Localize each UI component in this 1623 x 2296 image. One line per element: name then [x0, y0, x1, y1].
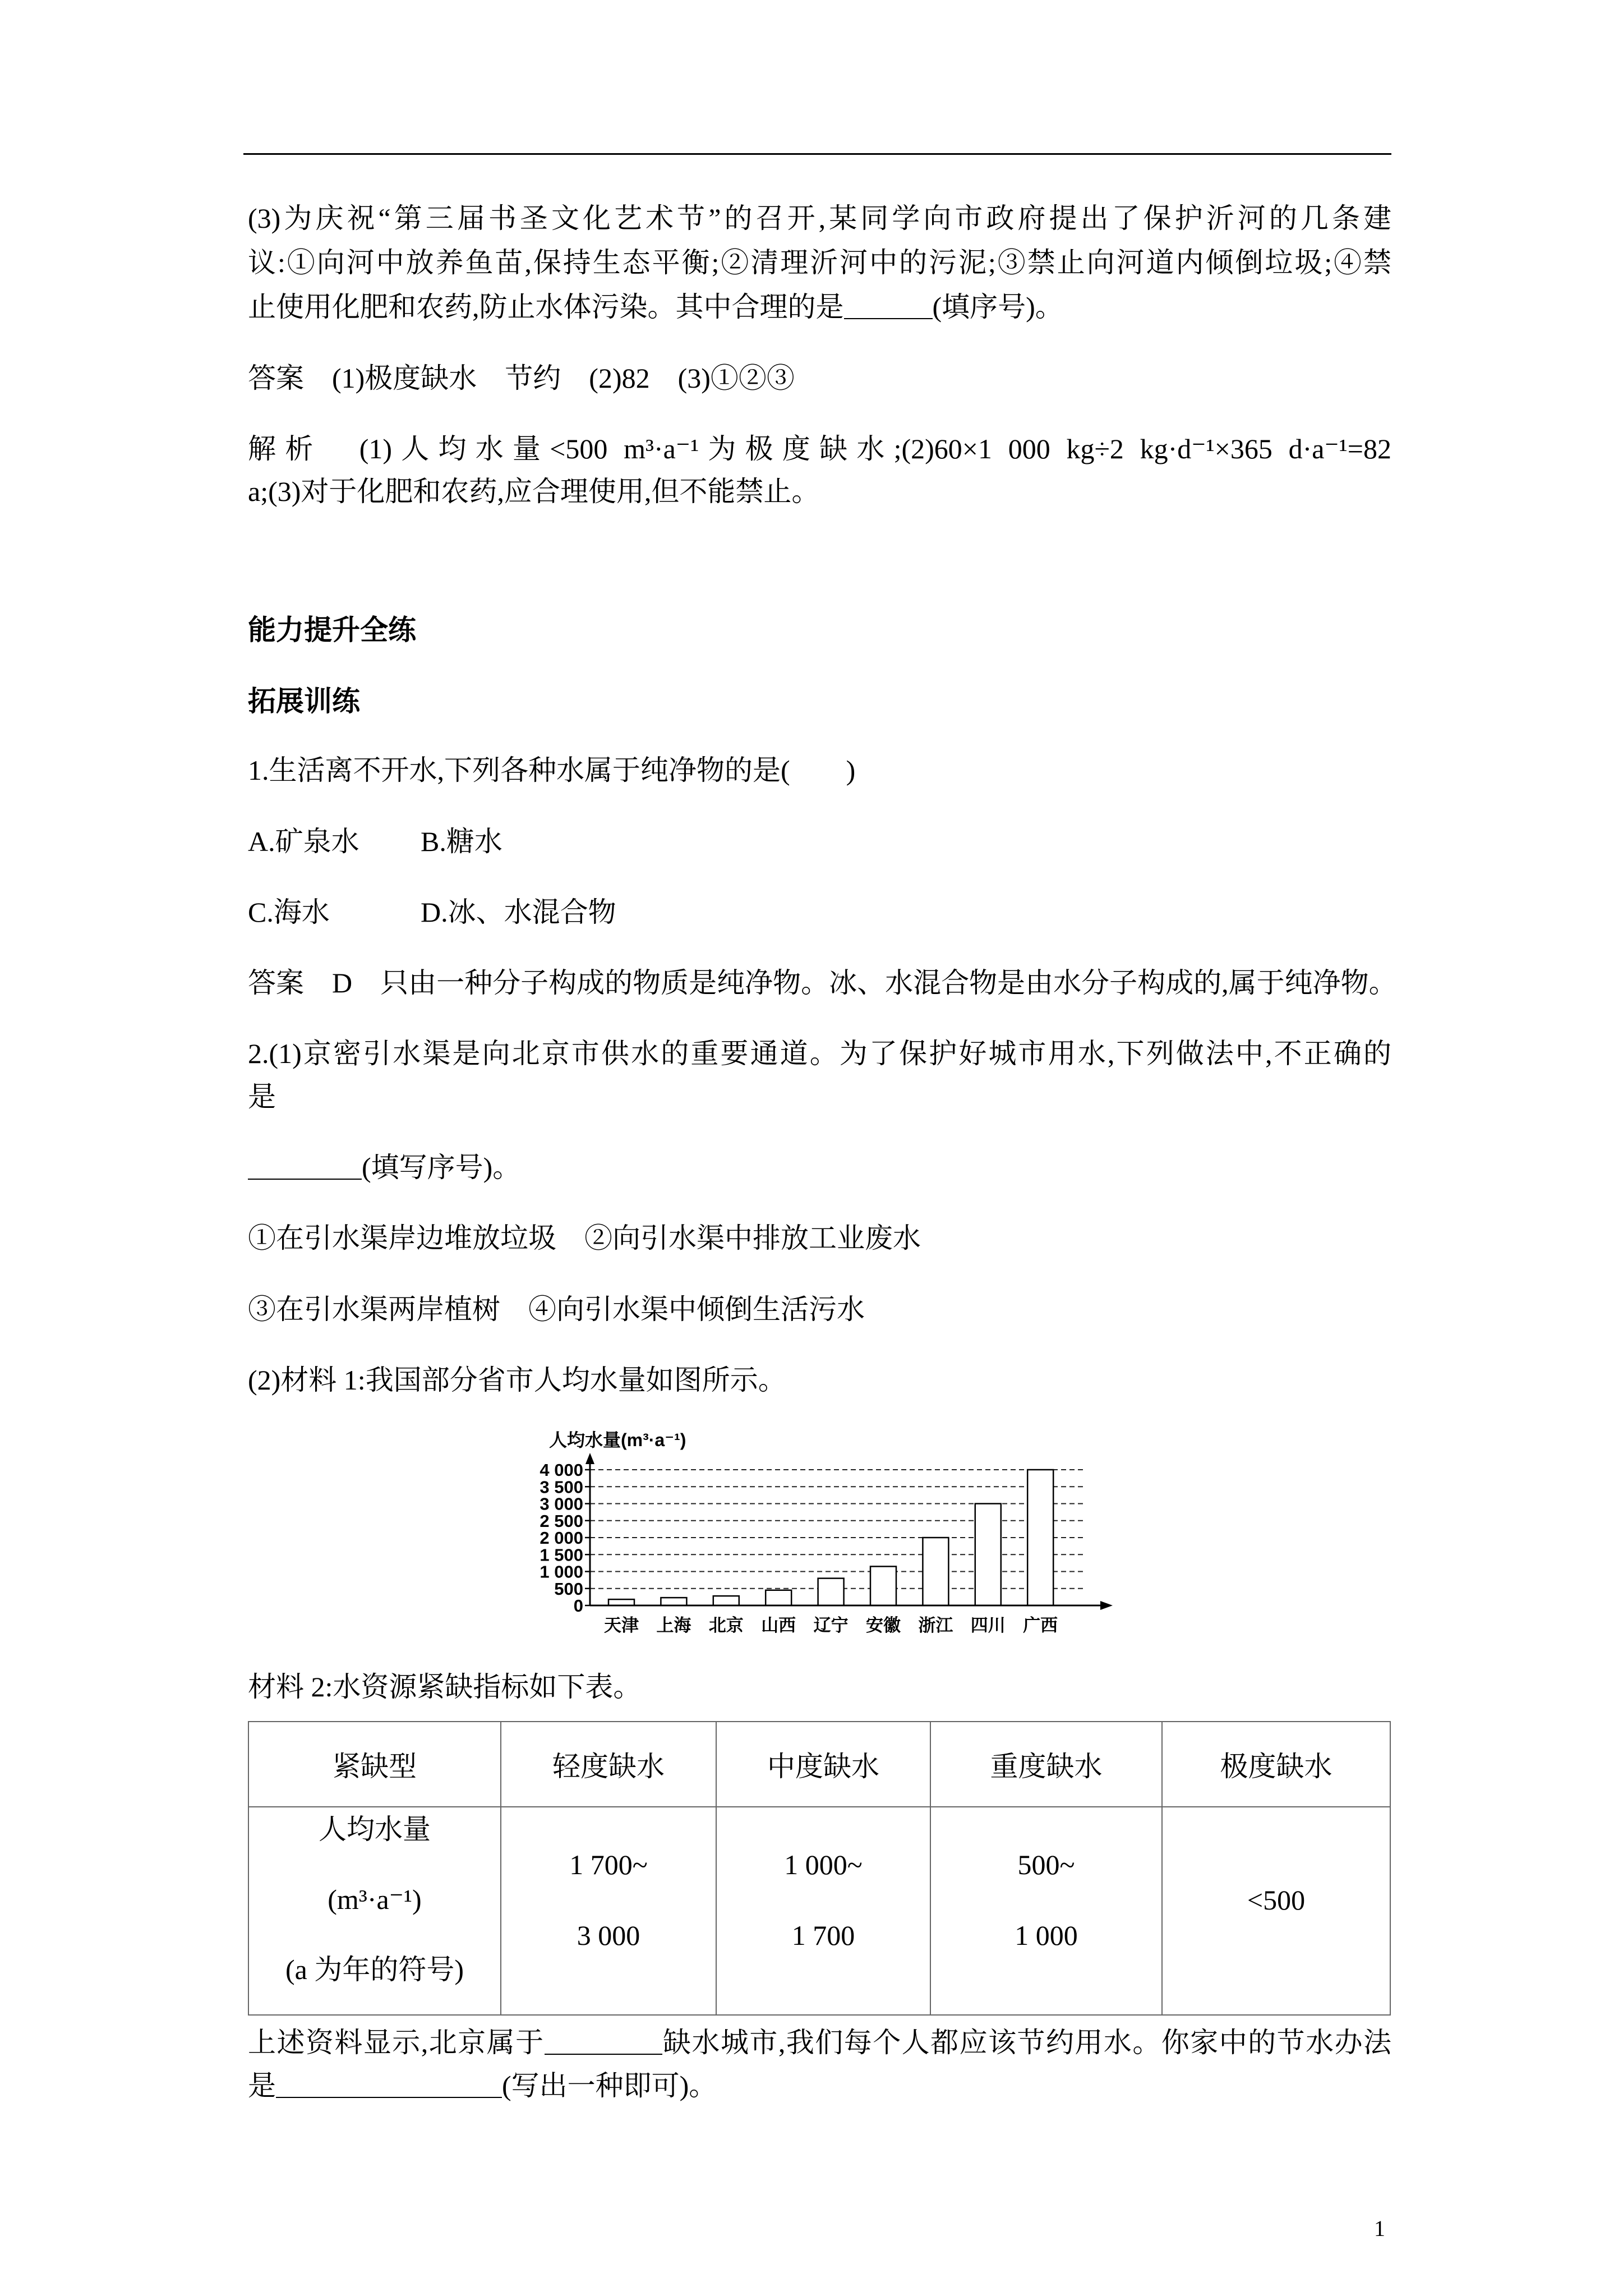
row-label-unit: (m³·a⁻¹) — [328, 1884, 422, 1915]
table-row-label-cell — [248, 1807, 501, 2015]
chart-category-label: 上海 — [656, 1616, 691, 1635]
conclusion-text: 缺水城市,我们每个人都应该节约用水。你家中的节水办法 — [662, 2027, 1392, 2058]
q3-line-3-suffix: (填序号)。 — [932, 291, 1063, 323]
table-header-cell: 极度缺水 — [1162, 1722, 1390, 1807]
q2-part1-line-2: 是 — [248, 1081, 276, 1112]
q2-part1-instruction: (填写序号)。 — [362, 1152, 521, 1183]
chart-category-label: 天津 — [604, 1616, 639, 1635]
water-per-capita-bar-chart — [505, 1414, 1122, 1655]
chart-y-axis-arrow — [585, 1453, 594, 1464]
subsection-title: 拓展训练 — [248, 685, 360, 717]
q2-part1-blank-line — [248, 1151, 1391, 1184]
table-cell — [501, 1807, 716, 2015]
previous-analysis-line-1: 解析 (1)人均水量<500 m³·a⁻¹为极度缺水;(2)60×1 000 kg÷2 kg·d⁻¹×365 d·a⁻¹=82 — [248, 433, 1391, 464]
cell-content — [717, 1807, 930, 2014]
q1-stem: 1.生活离不开水,下列各种水属于纯净物的是( ) — [248, 754, 856, 786]
chart-bar — [608, 1599, 634, 1605]
table-cell — [1162, 1807, 1390, 2015]
fill-in-blank — [276, 2074, 502, 2098]
table-row — [248, 1807, 1390, 2015]
chart-y-tick-label: 4 000 — [540, 1460, 583, 1480]
chart-category-label: 广西 — [1023, 1616, 1058, 1635]
conclusion-instruction: (写出一种即可)。 — [502, 2070, 717, 2101]
q1-options-row-1 — [248, 825, 1391, 858]
chart-category-label: 安徽 — [866, 1616, 901, 1635]
q1-option-a: A.矿泉水 — [248, 826, 359, 857]
range-value: <500 — [1247, 1884, 1306, 1916]
chart-category-label: 北京 — [708, 1616, 744, 1635]
q2-material-2: 材料 2:水资源紧缺指标如下表。 — [248, 1671, 642, 1703]
table-cell — [716, 1807, 930, 2015]
q1-option-c: C.海水 — [248, 896, 330, 928]
chart-y-tick-label: 1 500 — [540, 1545, 583, 1565]
chart-category-label: 辽宁 — [813, 1616, 849, 1635]
row-label-line: 人均水量 — [319, 1814, 431, 1845]
q1-answer: 答案 D 只由一种分子构成的物质是纯净物。冰、水混合物是由水分子构成的,属于纯净物。 — [248, 967, 1397, 999]
range-end: 1 000 — [1015, 1919, 1078, 1951]
chart-y-tick-label: 1 000 — [540, 1562, 583, 1582]
q3-line-1: (3)为庆祝“第三届书圣文化艺术节”的召开,某同学向市政府提出了保护沂河的几条建 — [248, 203, 1391, 234]
header-rule — [243, 153, 1391, 155]
q1-option-b: B.糖水 — [421, 826, 502, 857]
chart-y-tick-label: 3 500 — [540, 1477, 583, 1497]
q2-choices-line-1: ①在引水渠岸边堆放垃圾 ②向引水渠中排放工业废水 — [248, 1222, 921, 1254]
chart-bar — [766, 1590, 791, 1605]
chart-y-axis-label: 人均水量(m³·a⁻¹) — [549, 1430, 686, 1450]
previous-analysis-line-2: a;(3)对于化肥和农药,应合理使用,但不能禁止。 — [248, 476, 820, 507]
chart-y-tick-label: 0 — [573, 1596, 583, 1616]
cell-content — [501, 1807, 716, 2014]
chart-bar — [713, 1596, 739, 1605]
fill-in-blank — [545, 2031, 662, 2055]
table-header-cell: 紧缺型 — [248, 1722, 501, 1807]
conclusion-text: 是 — [248, 2070, 276, 2101]
previous-answer: 答案 (1)极度缺水 节约 (2)82 (3)①②③ — [248, 362, 795, 394]
table-header-cell: 重度缺水 — [930, 1722, 1162, 1807]
range-end: 1 700 — [791, 1919, 855, 1951]
range-start: 1 700~ — [569, 1848, 648, 1880]
chart-category-label: 浙江 — [918, 1616, 953, 1635]
q3-line-3 — [248, 290, 1391, 324]
chart-category-label: 四川 — [970, 1616, 1006, 1635]
row-label-note: (a 为年的符号) — [285, 1954, 464, 1985]
q2-choices-line-2: ③在引水渠两岸植树 ④向引水渠中倾倒生活污水 — [248, 1294, 865, 1325]
q2-conclusion-line-2 — [248, 2069, 1391, 2102]
q2-conclusion-line-1 — [248, 2026, 1391, 2059]
q2-part1-line-1: 2.(1)京密引水渠是向北京市供水的重要通道。为了保护好城市用水,下列做法中,不正确的 — [248, 1038, 1391, 1069]
range-end: 3 000 — [577, 1919, 640, 1951]
chart-y-tick-label: 2 000 — [540, 1528, 583, 1548]
range-start: 1 000~ — [784, 1848, 863, 1880]
chart-bar — [975, 1504, 1001, 1606]
page-number: 1 — [1374, 2216, 1385, 2241]
section-title: 能力提升全练 — [248, 614, 416, 646]
range-start: 500~ — [1017, 1848, 1075, 1880]
chart-y-tick-label: 500 — [554, 1579, 583, 1599]
fill-in-blank — [844, 296, 933, 319]
chart-y-tick-label: 3 000 — [540, 1494, 583, 1514]
water-scarcity-table — [248, 1721, 1391, 2016]
fill-in-blank — [248, 1156, 362, 1180]
chart-y-tick-label: 2 500 — [540, 1511, 583, 1531]
q1-option-d: D.冰、水混合物 — [421, 896, 616, 928]
cell-content — [1163, 1807, 1390, 2014]
q2-material-1: (2)材料 1:我国部分省市人均水量如图所示。 — [248, 1364, 786, 1396]
chart-x-axis-arrow — [1100, 1601, 1113, 1610]
cell-content — [249, 1807, 500, 2014]
chart-bar — [923, 1538, 948, 1605]
q3-line-3-text: 止使用化肥和农药,防止水体污染。其中合理的是 — [248, 291, 844, 323]
chart-bar — [870, 1566, 896, 1605]
q1-options-row-2 — [248, 895, 1391, 929]
chart-bar — [818, 1579, 844, 1605]
chart-category-label: 山西 — [761, 1616, 796, 1635]
chart-bar — [661, 1598, 686, 1605]
table-header-cell: 轻度缺水 — [501, 1722, 716, 1807]
table-header-cell: 中度缺水 — [716, 1722, 930, 1807]
conclusion-text: 上述资料显示,北京属于 — [248, 2027, 545, 2058]
table-cell — [930, 1807, 1162, 2015]
q3-line-2: 议:①向河中放养鱼苗,保持生态平衡;②清理沂河中的污泥;③禁止向河道内倾倒垃圾;④禁 — [248, 247, 1391, 278]
chart-bar — [1027, 1470, 1053, 1605]
cell-content — [931, 1807, 1161, 2014]
